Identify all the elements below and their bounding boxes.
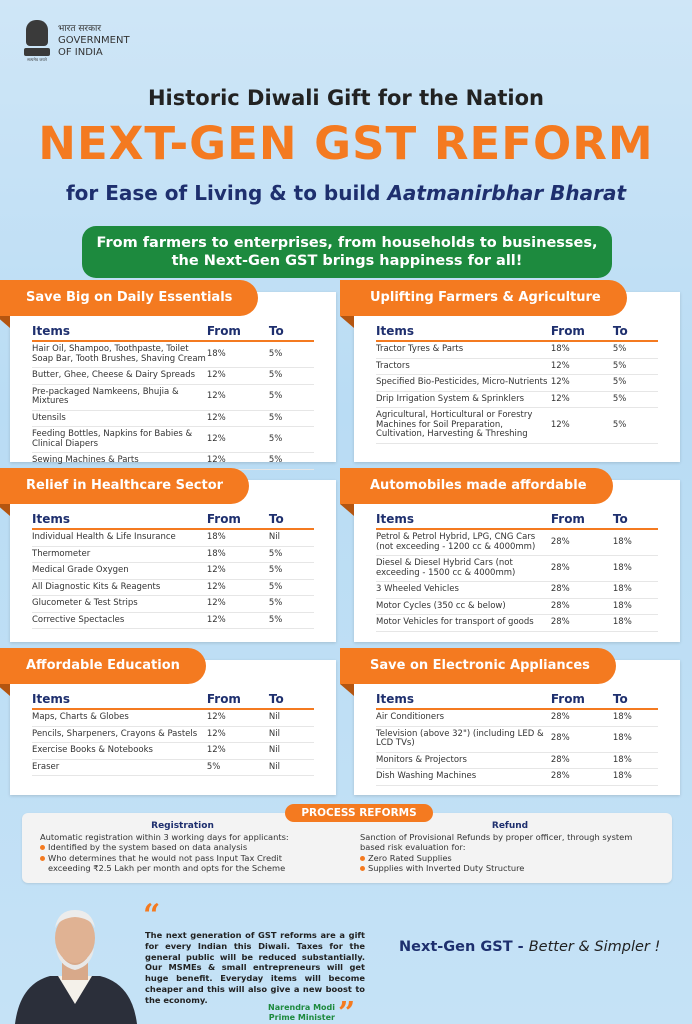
card-title: Save on Electronic Appliances [340, 648, 616, 684]
table-row [32, 709, 314, 726]
column-header-to: To [269, 322, 314, 341]
rate-from: 5% [207, 759, 269, 776]
rate-from: 12% [207, 612, 269, 629]
item-name: Television (above 32") (including LED & LCD TVs) [376, 726, 551, 752]
item-name: Air Conditioners [376, 709, 551, 726]
column-header-items: Items [32, 510, 207, 529]
signature-role: Prime Minister [268, 1012, 335, 1022]
refund-point: Zero Rated Supplies [360, 853, 660, 864]
item-name: Utensils [32, 410, 207, 427]
rate-to: 5% [613, 391, 658, 408]
table-row [32, 596, 314, 613]
card-education [10, 660, 336, 795]
column-header-from: From [551, 510, 613, 529]
item-name: Diesel & Diesel Hybrid Cars (not exceeding - 1500 cc & 4000mm) [376, 556, 551, 582]
table-row [376, 529, 658, 556]
table-row [32, 453, 314, 470]
rate-from: 28% [551, 582, 613, 599]
rate-from: 12% [207, 410, 269, 427]
card-daily-essentials [10, 290, 336, 465]
pre-title: Historic Diwali Gift for the Nation [147, 86, 545, 110]
item-name: Sewing Machines & Parts [32, 453, 207, 470]
rate-to: Nil [269, 709, 314, 726]
rate-from: 18% [207, 529, 269, 546]
rate-to: 5% [269, 384, 314, 410]
column-header-items: Items [376, 690, 551, 709]
rate-from: 28% [551, 529, 613, 556]
card-title: Uplifting Farmers & Agriculture [340, 280, 627, 316]
table-row [32, 743, 314, 760]
rate-from: 28% [551, 556, 613, 582]
table-row [376, 582, 658, 599]
rate-from: 28% [551, 615, 613, 632]
column-header-from: From [551, 322, 613, 341]
rate-from: 28% [551, 769, 613, 786]
table-row [32, 579, 314, 596]
refund-point: Supplies with Inverted Duty Structure [360, 863, 660, 874]
registration-heading: Registration [151, 821, 214, 831]
rate-from: 12% [207, 384, 269, 410]
column-header-items: Items [32, 690, 207, 709]
rate-to: Nil [269, 529, 314, 546]
rate-to: 5% [269, 368, 314, 385]
rate-table [376, 690, 658, 786]
rate-from: 28% [551, 709, 613, 726]
rate-from: 18% [207, 341, 269, 368]
column-header-items: Items [32, 322, 207, 341]
rate-to: 5% [269, 563, 314, 580]
rate-to: 5% [269, 596, 314, 613]
card-title: Affordable Education [0, 648, 206, 684]
item-name: Monitors & Projectors [376, 752, 551, 769]
table-header-row [376, 690, 658, 709]
card-title: Relief in Healthcare Sector [0, 468, 249, 504]
subtitle-plain: for Ease of Living & to build [65, 181, 388, 205]
column-header-from: From [207, 690, 269, 709]
main-title: NEXT-GEN GST REFORM [38, 117, 654, 170]
rate-from: 12% [207, 743, 269, 760]
column-header-from: From [551, 690, 613, 709]
column-header-to: To [269, 690, 314, 709]
rate-from: 12% [207, 453, 269, 470]
rate-to: 18% [613, 582, 658, 599]
banner-line2: the Next-Gen GST brings happiness for all! [171, 253, 523, 269]
national-emblem-icon [22, 20, 52, 64]
table-row [32, 427, 314, 453]
rate-from: 12% [551, 391, 613, 408]
tagline-bold: Next-Gen GST - [399, 939, 529, 955]
item-name: Butter, Ghee, Cheese & Dairy Spreads [32, 368, 207, 385]
column-header-to: To [613, 690, 658, 709]
rate-to: 5% [269, 341, 314, 368]
table-row [32, 368, 314, 385]
registration-section [40, 821, 325, 874]
subtitle [0, 181, 692, 205]
rate-table [376, 510, 658, 632]
rate-to: 5% [613, 375, 658, 392]
rate-to: 18% [613, 709, 658, 726]
rate-from: 12% [551, 358, 613, 375]
table-row [32, 384, 314, 410]
rate-to: 5% [269, 427, 314, 453]
rate-from: 18% [207, 546, 269, 563]
table-row [376, 615, 658, 632]
rate-to: 18% [613, 598, 658, 615]
table-row [376, 598, 658, 615]
table-row [32, 410, 314, 427]
rate-table [32, 510, 314, 629]
item-name: Petrol & Petrol Hybrid, LPG, CNG Cars (not exceeding - 1200 cc & 4000mm) [376, 529, 551, 556]
rate-to: 5% [613, 358, 658, 375]
item-name: Eraser [32, 759, 207, 776]
item-name: Exercise Books & Notebooks [32, 743, 207, 760]
rate-to: Nil [269, 726, 314, 743]
item-name: Tractor Tyres & Parts [376, 341, 551, 358]
tagline [399, 939, 660, 955]
rate-to: 5% [269, 612, 314, 629]
column-header-items: Items [376, 322, 551, 341]
table-row [376, 341, 658, 358]
gov-line2: OF INDIA [58, 47, 103, 58]
table-row [376, 709, 658, 726]
rate-from: 12% [207, 579, 269, 596]
rate-from: 12% [551, 408, 613, 444]
rate-from: 18% [551, 341, 613, 358]
card-title: Save Big on Daily Essentials [0, 280, 258, 316]
table-row [376, 769, 658, 786]
refund-heading: Refund [491, 821, 529, 831]
item-name: Pencils, Sharpeners, Crayons & Pastels [32, 726, 207, 743]
rate-to: 5% [613, 341, 658, 358]
table-row [376, 391, 658, 408]
item-name: Hair Oil, Shampoo, Toothpaste, Toilet Soap Bar, Tooth Brushes, Shaving Cream [32, 341, 207, 368]
table-row [376, 556, 658, 582]
rate-table [376, 322, 658, 444]
open-quote-icon: “ [143, 898, 161, 933]
rate-to: Nil [269, 743, 314, 760]
card-electronics [354, 660, 680, 795]
column-header-to: To [613, 510, 658, 529]
table-header-row [376, 322, 658, 341]
rate-from: 12% [207, 427, 269, 453]
card-automobiles [354, 480, 680, 642]
table-row [32, 341, 314, 368]
rate-to: 5% [269, 410, 314, 427]
item-name: Feeding Bottles, Napkins for Babies & Clinical Diapers [32, 427, 207, 453]
rate-from: 12% [207, 596, 269, 613]
column-header-to: To [613, 322, 658, 341]
prime-minister-portrait [10, 892, 140, 1024]
table-row [376, 375, 658, 392]
rate-to: Nil [269, 759, 314, 776]
rate-to: 18% [613, 556, 658, 582]
table-row [32, 529, 314, 546]
item-name: Pre-packaged Namkeens, Bhujia & Mixtures [32, 384, 207, 410]
pm-quote: The next generation of GST reforms are a gift for every Indian this Diwali. Taxes for the general public will be reduced substantially. Our MSMEs & small entrepreneurs will get huge benefit. Everyday items will become cheaper and this will also give a new boost to the economy. [145, 930, 365, 1005]
item-name: Thermometer [32, 546, 207, 563]
rate-from: 28% [551, 752, 613, 769]
gov-hindi: भारत सरकार [58, 24, 102, 34]
item-name: Specified Bio-Pesticides, Micro-Nutrients [376, 375, 551, 392]
rate-to: 5% [613, 408, 658, 444]
rate-from: 28% [551, 598, 613, 615]
registration-point: Who determines that he would not pass Input Tax Credit exceeding ₹2.5 Lakh per month and opts for the Scheme [40, 853, 325, 874]
table-row [32, 726, 314, 743]
rate-table [32, 322, 314, 470]
rate-to: 18% [613, 529, 658, 556]
item-name: Maps, Charts & Globes [32, 709, 207, 726]
table-row [32, 759, 314, 776]
table-header-row [32, 510, 314, 529]
banner-line1: From farmers to enterprises, from households to businesses, [96, 235, 598, 251]
column-header-from: From [207, 322, 269, 341]
green-banner [82, 226, 612, 278]
item-name: Corrective Spectacles [32, 612, 207, 629]
column-header-to: To [269, 510, 314, 529]
rate-to: 18% [613, 726, 658, 752]
subtitle-italic: Aatmanirbhar Bharat [387, 181, 627, 205]
column-header-items: Items [376, 510, 551, 529]
card-healthcare [10, 480, 336, 642]
item-name: Individual Health & Life Insurance [32, 529, 207, 546]
refund-intro: Sanction of Provisional Refunds by proper officer, through system based risk evaluation for: [360, 831, 633, 852]
item-name: All Diagnostic Kits & Reagents [32, 579, 207, 596]
government-of-india-logo [22, 20, 130, 64]
rate-to: 18% [613, 615, 658, 632]
rate-to: 5% [269, 453, 314, 470]
registration-intro: Automatic registration within 3 working days for applicants: [40, 831, 289, 842]
registration-point: Identified by the system based on data analysis [40, 842, 325, 853]
table-row [376, 726, 658, 752]
gov-text [58, 20, 130, 59]
table-header-row [376, 510, 658, 529]
item-name: Dish Washing Machines [376, 769, 551, 786]
tagline-italic: Better & Simpler ! [528, 939, 661, 955]
process-reforms-box [22, 807, 672, 883]
process-reforms-tag: PROCESS REFORMS [285, 804, 433, 822]
table-header-row [32, 322, 314, 341]
item-name: Tractors [376, 358, 551, 375]
table-row [32, 563, 314, 580]
table-row [376, 358, 658, 375]
table-row [376, 752, 658, 769]
rate-to: 18% [613, 752, 658, 769]
card-title: Automobiles made affordable [340, 468, 613, 504]
rate-to: 5% [269, 546, 314, 563]
close-quote-icon: ” [338, 996, 356, 1024]
column-header-from: From [207, 510, 269, 529]
item-name: Agricultural, Horticultural or Forestry Machines for Soil Preparation, Cultivation, Harvesting & Threshing [376, 408, 551, 444]
refund-section [360, 821, 660, 874]
rate-to: 18% [613, 769, 658, 786]
rate-from: 12% [207, 563, 269, 580]
card-farmers-agriculture [354, 292, 680, 462]
quote-signature [255, 1003, 335, 1022]
signature-name: Narendra Modi [268, 1003, 335, 1012]
item-name: 3 Wheeled Vehicles [376, 582, 551, 599]
item-name: Motor Cycles (350 cc & below) [376, 598, 551, 615]
rate-from: 28% [551, 726, 613, 752]
table-row [32, 546, 314, 563]
rate-from: 12% [207, 368, 269, 385]
rate-from: 12% [551, 375, 613, 392]
item-name: Drip Irrigation System & Sprinklers [376, 391, 551, 408]
rate-table [32, 690, 314, 776]
rate-from: 12% [207, 726, 269, 743]
table-row [32, 612, 314, 629]
gov-line1: GOVERNMENT [58, 35, 130, 46]
rate-to: 5% [269, 579, 314, 596]
rate-from: 12% [207, 709, 269, 726]
table-header-row [32, 690, 314, 709]
item-name: Medical Grade Oxygen [32, 563, 207, 580]
item-name: Motor Vehicles for transport of goods [376, 615, 551, 632]
item-name: Glucometer & Test Strips [32, 596, 207, 613]
table-row [376, 408, 658, 444]
emblem-motto: सत्यमेव जयते [27, 57, 47, 62]
